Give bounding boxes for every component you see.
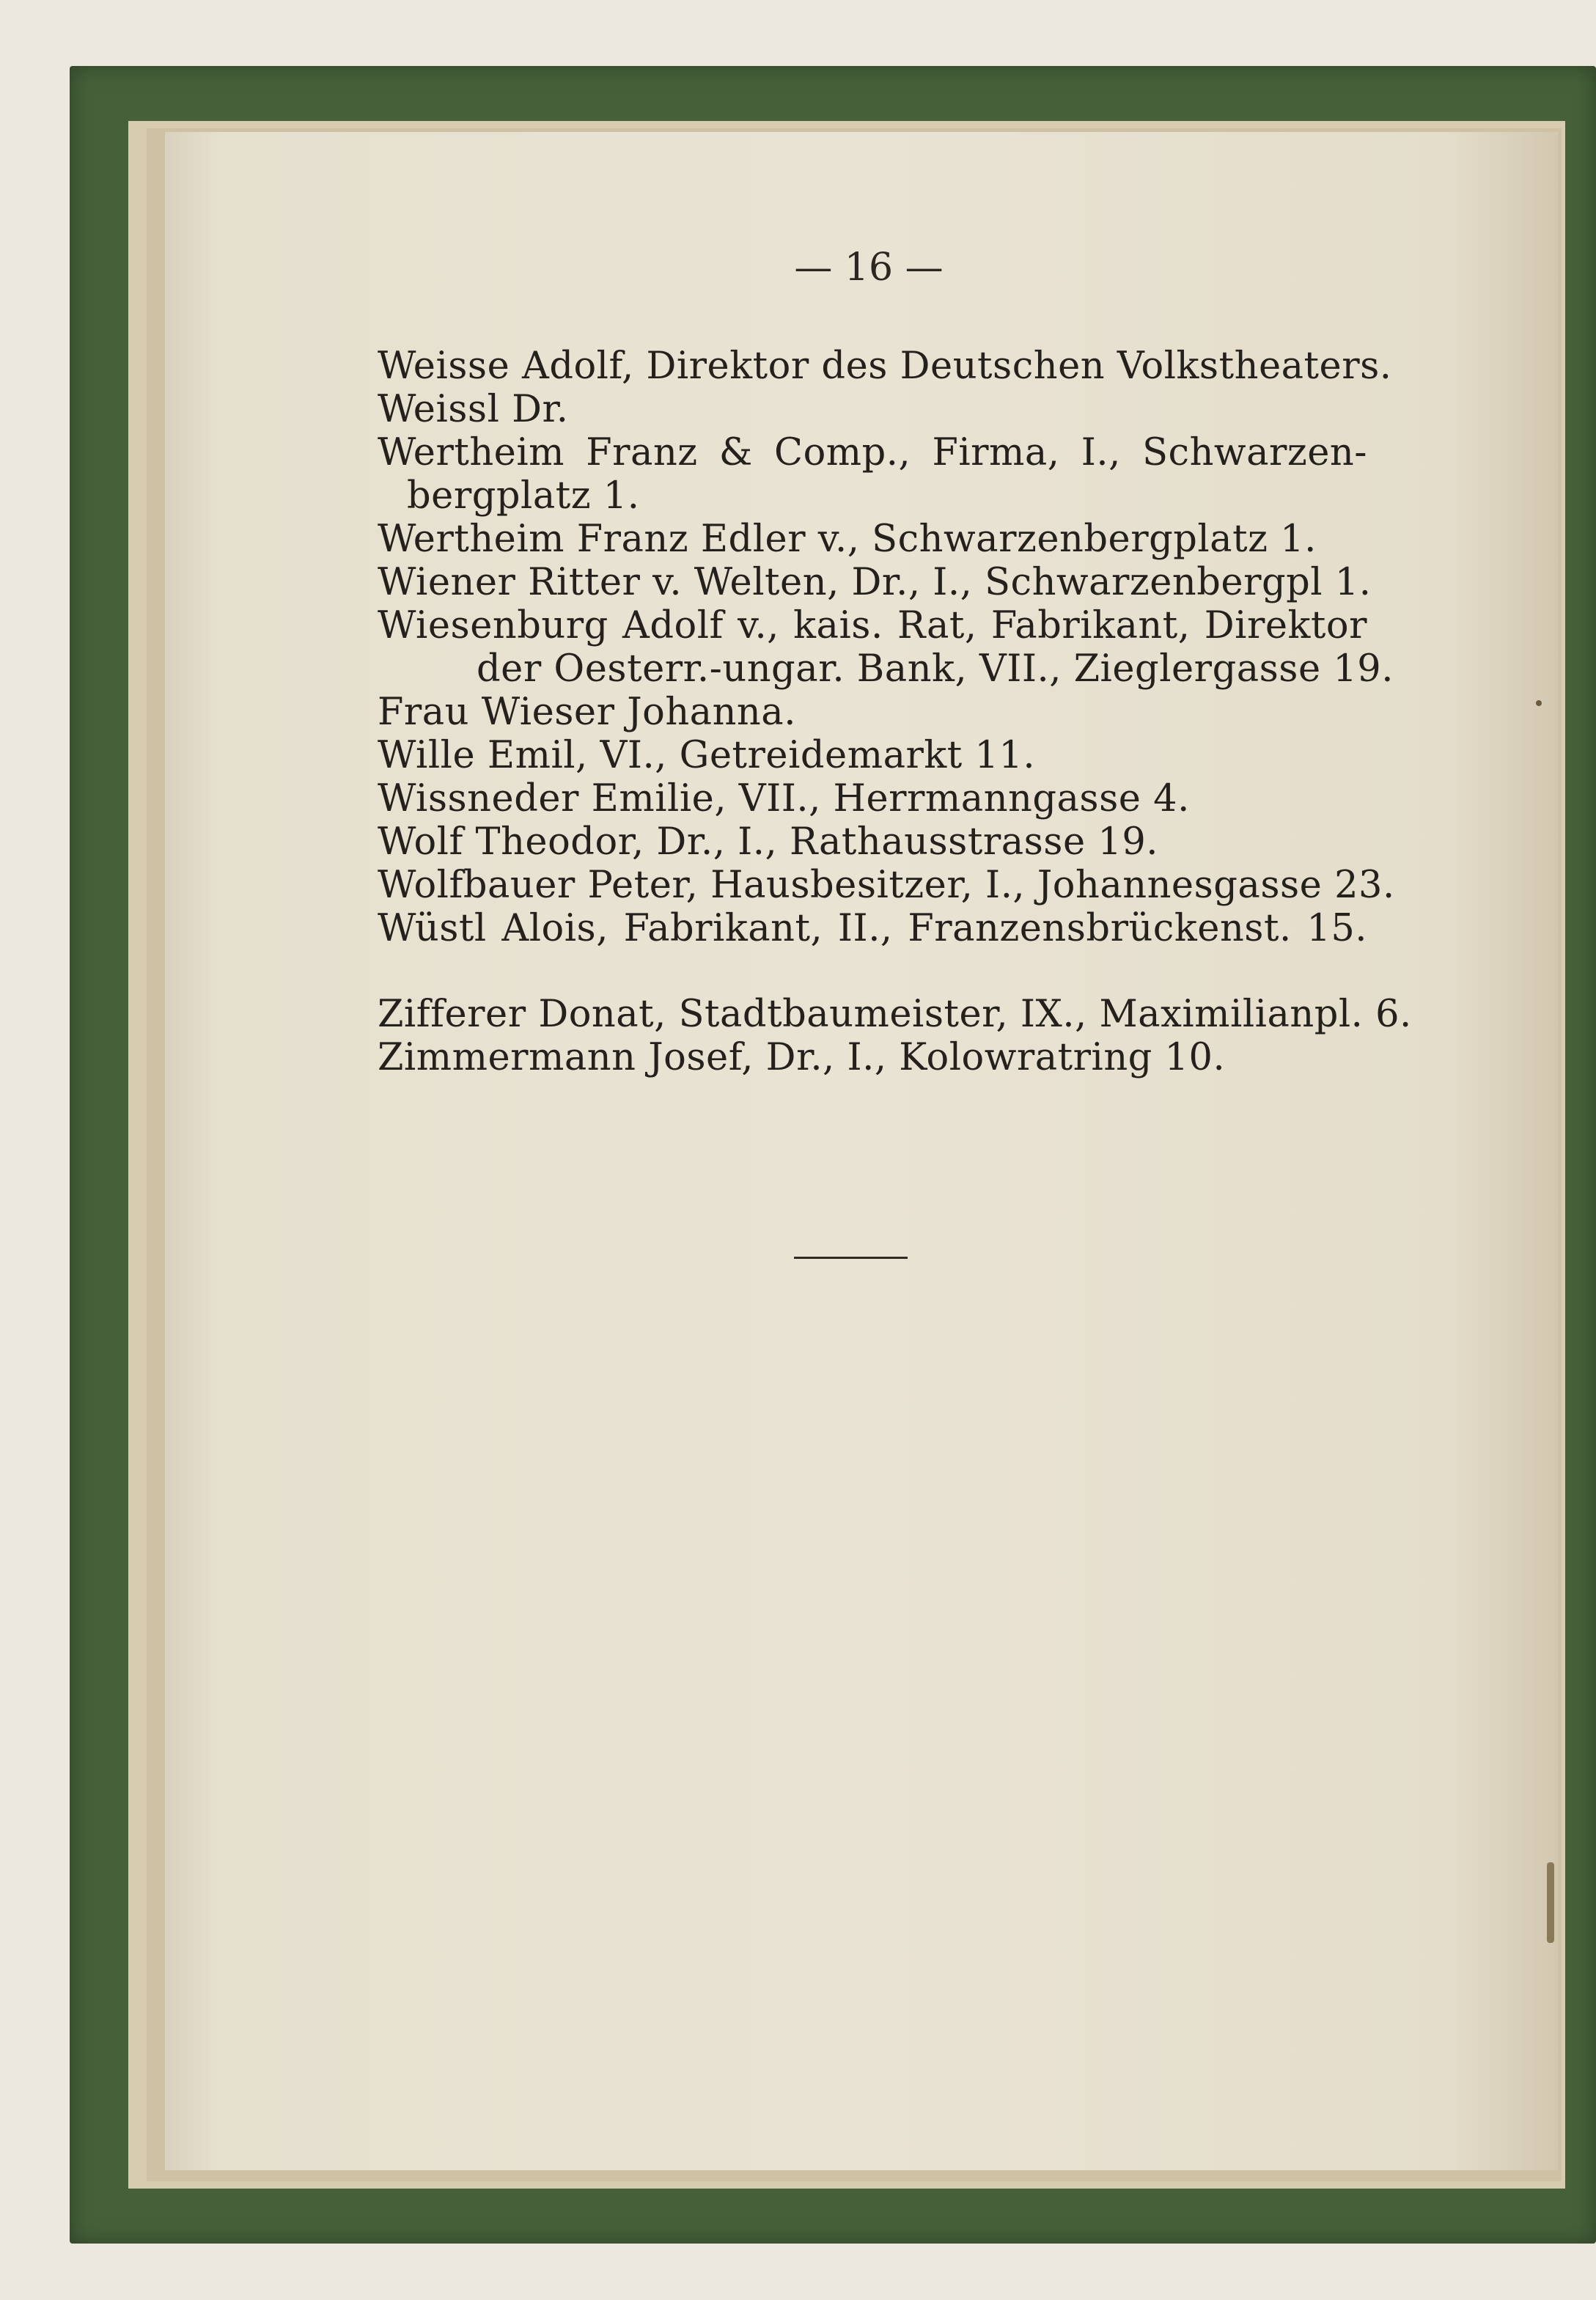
directory-entry bbox=[378, 561, 1372, 604]
entry-line: Wolf Theodor, Dr., I., Rathausstrasse 19. bbox=[378, 820, 1158, 864]
entry-line: Wiener Ritter v. Welten, Dr., I., Schwarzenbergpl 1. bbox=[378, 561, 1372, 604]
directory-list bbox=[378, 345, 1412, 1079]
entry-line: Weisse Adolf, Direktor des Deutschen Volkstheaters. bbox=[378, 345, 1392, 388]
entry-line: Wissneder Emilie, VII., Herrmanngasse 4. bbox=[378, 777, 1190, 820]
directory-entry bbox=[378, 820, 1367, 864]
paper-speck bbox=[1536, 700, 1542, 706]
entry-line: Wertheim Franz Edler v., Schwarzenbergplatz 1. bbox=[378, 518, 1317, 561]
directory-entry bbox=[378, 907, 1367, 950]
entry-line: Wille Emil, VI., Getreidemarkt 11. bbox=[378, 734, 1036, 777]
page-number: — 16 — bbox=[794, 246, 944, 290]
directory-entry bbox=[378, 734, 1367, 777]
directory-entry bbox=[378, 604, 1394, 691]
directory-entry bbox=[378, 993, 1412, 1036]
directory-entry bbox=[378, 431, 1367, 518]
entry-line: Weissl Dr. bbox=[378, 388, 569, 431]
section-gap bbox=[378, 950, 1367, 993]
directory-entry bbox=[378, 777, 1367, 820]
entry-line: Wiesenburg Adolf v., kais. Rat, Fabrikant, Direktor bbox=[378, 604, 1367, 647]
entry-line-continuation: der Oesterr.-ungar. Bank, VII., Zieglergasse 19. bbox=[477, 647, 1394, 691]
entry-line: Wolfbauer Peter, Hausbesitzer, I., Johannesgasse 23. bbox=[378, 864, 1395, 907]
directory-entry bbox=[378, 864, 1395, 907]
directory-entry bbox=[378, 691, 1367, 734]
directory-entry bbox=[378, 388, 1367, 431]
entry-line: Frau Wieser Johanna. bbox=[378, 691, 796, 734]
directory-entry bbox=[378, 1036, 1367, 1079]
directory-entry bbox=[378, 345, 1392, 388]
entry-line: Wüstl Alois, Fabrikant, II., Franzensbrückenst. 15. bbox=[378, 907, 1367, 950]
entry-line: Zifferer Donat, Stadtbaumeister, IX., Maximilianpl. 6. bbox=[378, 993, 1412, 1036]
paper-speck bbox=[1547, 1862, 1554, 1943]
entry-line-continuation: bergplatz 1. bbox=[407, 474, 640, 518]
entry-line: Wertheim Franz & Comp., Firma, I., Schwarzen- bbox=[378, 431, 1367, 474]
end-rule bbox=[794, 1257, 908, 1259]
entry-line: Zimmermann Josef, Dr., I., Kolowratring 10. bbox=[378, 1036, 1226, 1079]
directory-entry bbox=[378, 518, 1367, 561]
